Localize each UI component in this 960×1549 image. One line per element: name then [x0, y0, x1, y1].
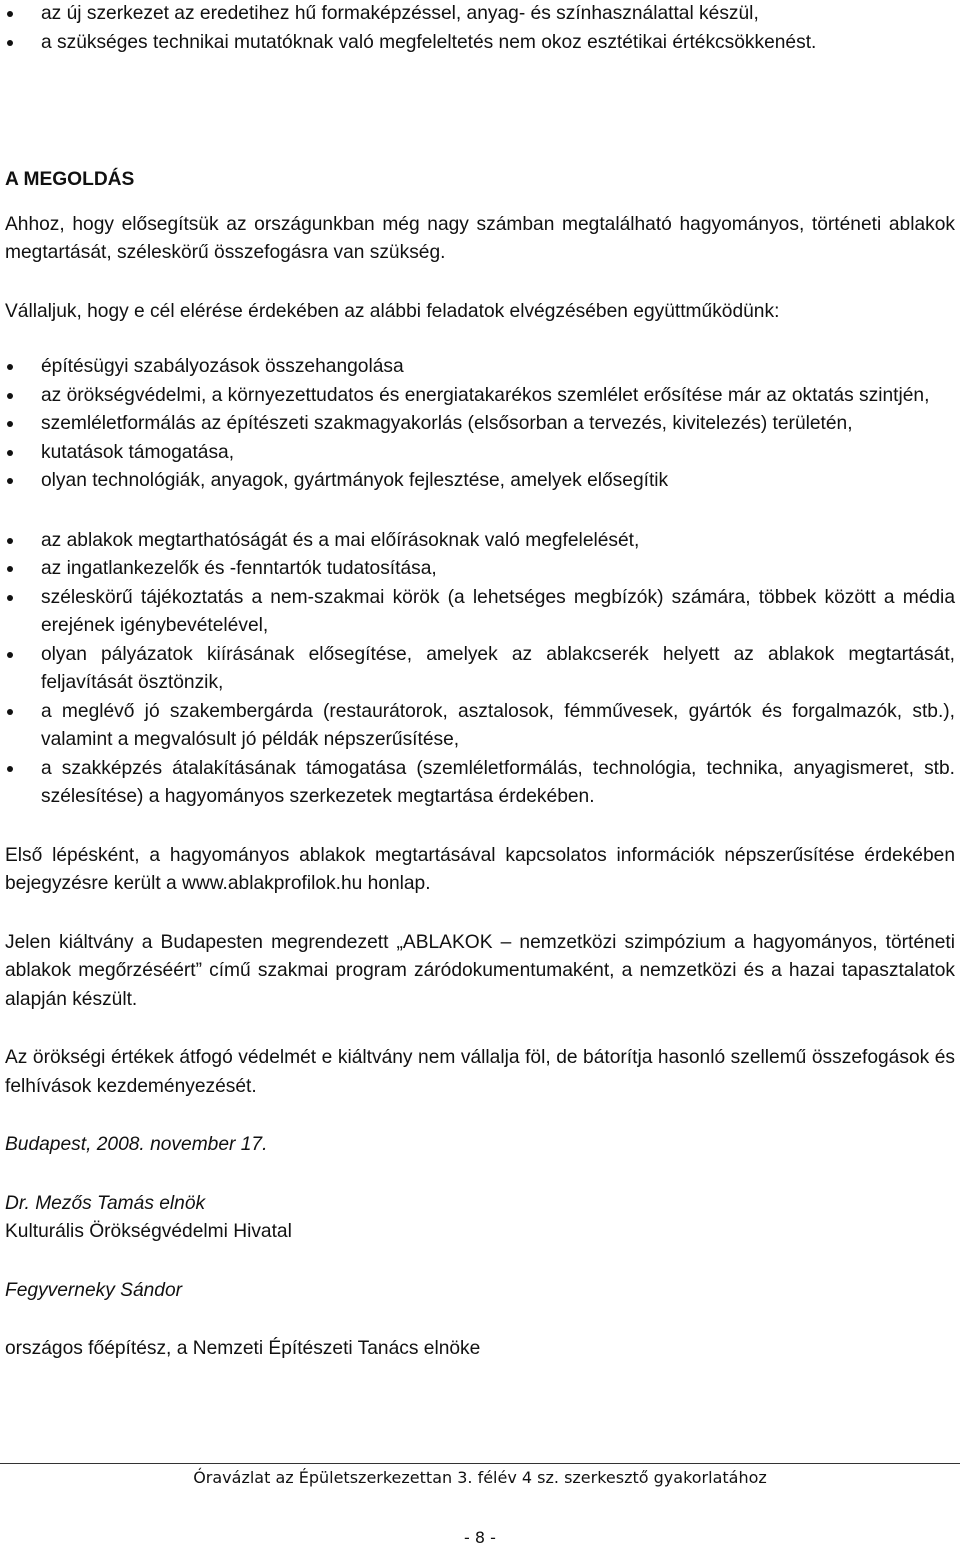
list-item: a meglévő jó szakembergárda (restaurátorok, asztalosok, fémművesek, gyártók és forgalmazók, stb.), valamint a megvalósult jó példák népszerűsítése, — [5, 698, 955, 755]
page-footer: Óravázlat az Épületszerkezettan 3. félév 4 sz. szerkesztő gyakorlatához — [193, 1468, 767, 1487]
commitment-paragraph: Vállaljuk, hogy e cél elérése érdekében az alábbi feladatok elvégzésében együttműködünk: — [5, 300, 780, 322]
list-item: olyan pályázatok kiírásának elősegítése, amelyek az ablakcserék helyett az ablakok megtartását, feljavítását ösztönzik, — [5, 641, 955, 698]
list-item: az ingatlankezelők és -fenntartók tudatosítása, — [5, 555, 955, 584]
bullet-icon — [7, 566, 13, 572]
scope-paragraph: Az örökségi értékek átfogó védelmét e kiáltvány nem vállalja föl, de bátorítja hasonló szellemű összefogások és felhívások kezdeményezését. — [5, 1047, 955, 1097]
list-item: a szükséges technikai mutatóknak való megfeleltetés nem okoz esztétikai értékcsökkenést. — [5, 29, 955, 58]
list-item: szemléletformálás az építészeti szakmagyakorlás (elsősorban a tervezés, kivitelezés) területén, — [5, 410, 955, 439]
bullet-icon — [7, 40, 13, 46]
signatory-name: Fegyverneky Sándor — [5, 1279, 183, 1301]
section-heading: A MEGOLDÁS — [5, 169, 135, 190]
list-item: az örökségvédelmi, a környezettudatos és energiatakarékos szemlélet erősítése már az oktatás szintjén, — [5, 382, 955, 411]
list-item: kutatások támogatása, — [5, 439, 955, 468]
bullet-icon — [7, 11, 13, 17]
bullet-icon — [7, 538, 13, 544]
bullet-icon — [7, 364, 13, 370]
bullet-icon — [7, 766, 13, 772]
bullet-icon — [7, 709, 13, 715]
list-item: építésügyi szabályozások összehangolása — [5, 353, 955, 382]
bullet-icon — [7, 421, 13, 427]
bullet-icon — [7, 478, 13, 484]
task-list-secondary — [5, 527, 955, 812]
signatory-title: országos főépítész, a Nemzeti Építészeti Tanács elnöke — [5, 1338, 481, 1359]
place-date: Budapest, 2008. november 17. — [5, 1134, 268, 1155]
list-item: olyan technológiák, anyagok, gyártmányok fejlesztése, amelyek elősegítik — [5, 467, 955, 496]
top-bullet-list — [5, 0, 955, 57]
bullet-icon — [7, 450, 13, 456]
footer-divider — [0, 1463, 960, 1464]
page-number: - 8 - — [464, 1528, 496, 1547]
signatory-name: Dr. Mezős Tamás elnök — [5, 1192, 206, 1214]
intro-paragraph: Ahhoz, hogy elősegítsük az országunkban még nagy számban megtalálható hagyományos, történeti ablakok megtartását, széleskörű összefogásra van szükség. — [5, 213, 955, 263]
list-item: az ablakok megtarthatóságát és a mai előírásoknak való megfelelését, — [5, 527, 955, 556]
bullet-icon — [7, 595, 13, 601]
first-step-paragraph: Első lépésként, a hagyományos ablakok megtartásával kapcsolatos információk népszerűsítése érdekében bejegyzésre került a www.ablakprofilok.hu honlap. — [5, 844, 955, 894]
signatory-organization: Kulturális Örökségvédelmi Hivatal — [5, 1221, 292, 1242]
bullet-icon — [7, 652, 13, 658]
bullet-icon — [7, 393, 13, 399]
list-item: a szakképzés átalakításának támogatása (szemléletformálás, technológia, technika, anyagismeret, stb. szélesítése) a hagyományos szerkezetek megtartása érdekében. — [5, 755, 955, 812]
task-list-primary — [5, 353, 955, 496]
origin-paragraph: Jelen kiáltvány a Budapesten megrendezett „ABLAKOK – nemzetközi szimpózium a hagyományos, történeti ablakok megőrzéséért” című szakmai program záródokumentumaként, a nemzetközi és a hazai tapasztalatok alapján készült. — [5, 931, 955, 1010]
list-item: széleskörű tájékoztatás a nem-szakmai körök (a lehetséges megbízók) számára, többek között a média erejének igénybevételével, — [5, 584, 955, 641]
list-item: az új szerkezet az eredetihez hű formaképzéssel, anyag- és színhasználattal készül, — [5, 0, 955, 29]
document-body — [5, 0, 955, 1364]
